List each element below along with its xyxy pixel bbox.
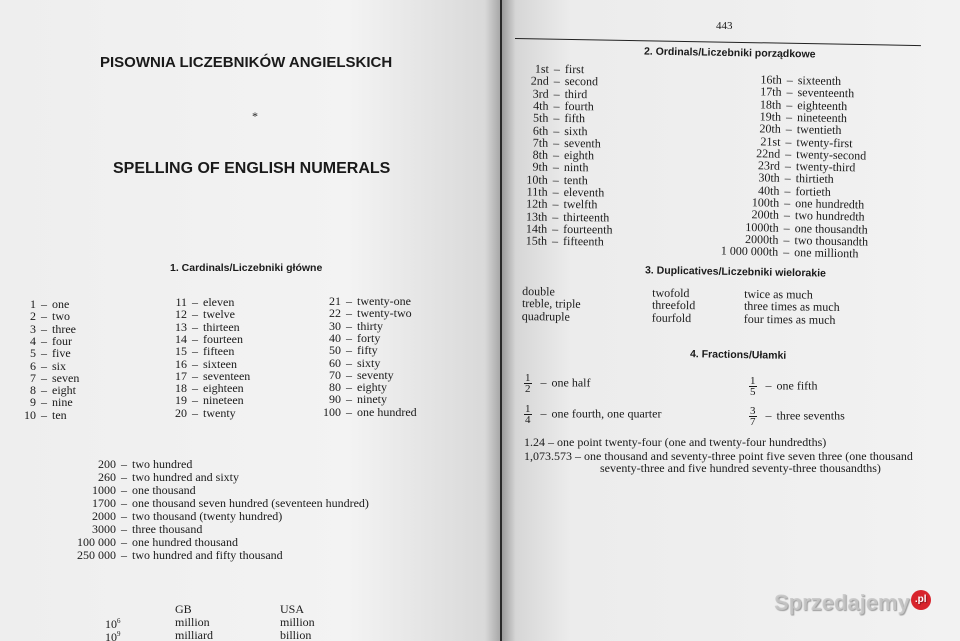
gb-column-header: GB: [175, 602, 192, 616]
word: one hundred: [357, 404, 417, 419]
numeral: 10: [24, 407, 36, 422]
dash: –: [192, 381, 198, 396]
numerator: 1: [525, 403, 531, 415]
cardinals-col1: [10, 298, 79, 421]
dash: –: [552, 234, 559, 249]
numeral: 13th: [525, 209, 548, 224]
cardinal-row: [10, 347, 79, 359]
numeral: 4th: [533, 98, 549, 113]
cardinal-row: [155, 357, 250, 369]
dash: –: [783, 220, 790, 235]
dash: –: [192, 344, 198, 359]
dash: –: [346, 392, 352, 407]
dash: –: [192, 295, 198, 310]
dash: –: [121, 522, 127, 536]
cardinal-row: [10, 409, 79, 421]
numeral: 100: [323, 404, 341, 419]
numeral: 1st: [534, 61, 549, 76]
numeral: 21st: [760, 133, 781, 149]
fraction: [749, 376, 757, 397]
ordinals-heading: 2. Ordinals/Liczebniki porządkowe: [643, 45, 816, 61]
fraction-sevenths: [749, 406, 845, 427]
word: one thousand seven hundred (seventeen hundred): [132, 496, 369, 510]
dash: –: [121, 509, 127, 523]
ordinals-col1: [513, 62, 614, 247]
usa-term: million: [280, 615, 315, 630]
word: eight: [52, 383, 76, 398]
word: one thousand: [132, 483, 196, 497]
dash: –: [786, 97, 793, 112]
word: twenty-third: [795, 159, 856, 175]
numeral: 19: [175, 393, 187, 408]
dash: –: [41, 321, 47, 336]
word: three thousand: [132, 522, 203, 536]
duplicative-b: threefold: [651, 297, 696, 313]
dash: –: [765, 408, 772, 423]
numeral: 23rd: [757, 158, 781, 173]
word: nine: [52, 395, 73, 410]
numeral: 19th: [759, 109, 782, 124]
numeral: 17: [175, 368, 187, 383]
dash: –: [192, 405, 198, 420]
numeral: 2: [30, 309, 36, 324]
word: forty: [357, 330, 381, 345]
cardinal-row: [155, 345, 250, 357]
ordinal-row: [514, 112, 613, 125]
numeral: 18th: [759, 96, 782, 112]
duplicative-a: quadruple: [521, 308, 570, 324]
cardinals-col3: [305, 295, 417, 418]
duplicative-row: [522, 310, 840, 326]
base: 10: [105, 629, 117, 641]
numeral: 7th: [532, 135, 549, 150]
word: seventy: [357, 367, 394, 382]
word: seventh: [564, 135, 601, 151]
dash: –: [552, 148, 560, 163]
dash: –: [41, 358, 47, 373]
numeral: 1 000 000th: [720, 243, 779, 259]
word: one: [52, 297, 70, 312]
word: twenty-second: [796, 146, 867, 163]
watermark-text: Sprzedajemy: [774, 590, 910, 615]
cardinal-row: [155, 394, 250, 406]
dash: –: [553, 98, 560, 113]
numeral: 70: [329, 367, 341, 382]
exponent: 9: [117, 629, 121, 638]
dash: –: [346, 330, 352, 345]
numeral: 16: [175, 356, 187, 371]
word: fifty: [357, 343, 378, 358]
dash: –: [346, 318, 352, 333]
duplicative-b: twofold: [652, 285, 690, 301]
dash: –: [783, 232, 790, 247]
numeral: 14: [175, 331, 187, 346]
numeral: 2000th: [744, 231, 779, 247]
dash: –: [41, 297, 47, 312]
numeral: 18: [175, 381, 187, 396]
duplicative-c: four times as much: [743, 311, 836, 327]
numeral: 1000: [92, 483, 116, 497]
numeral: 4: [30, 333, 36, 348]
dash: –: [41, 333, 47, 348]
fraction: [749, 406, 757, 427]
numeral: 8th: [532, 147, 549, 162]
watermark-badge: .pl: [911, 590, 931, 610]
numeral: 3rd: [532, 86, 549, 101]
cardinal-row: [305, 344, 417, 356]
dash: –: [121, 483, 127, 497]
dash: –: [553, 111, 560, 126]
numeral: 6: [30, 358, 36, 373]
duplicatives-heading: 3. Duplicatives/Liczebniki wielorakie: [644, 264, 826, 280]
dash: –: [783, 245, 790, 260]
word: twelfth: [563, 197, 598, 212]
numeral: 40: [329, 330, 341, 345]
decimal-example-2-line2: seventy-three and five hundred seventy-three thousandths): [600, 461, 881, 475]
dash: –: [553, 61, 560, 77]
fraction: [524, 404, 532, 425]
word: six: [52, 358, 67, 373]
fraction: [524, 373, 532, 394]
dash: –: [192, 368, 198, 383]
usa-column-header: USA: [280, 602, 305, 616]
numeral: 100 000: [77, 535, 116, 549]
word: fourth: [564, 98, 594, 114]
dash: –: [41, 407, 47, 422]
word: two hundred and sixty: [132, 470, 239, 484]
numeral: 250 000: [77, 548, 116, 562]
dash: –: [540, 406, 547, 421]
word: seventeen: [203, 368, 251, 383]
fraction-quarter: [524, 404, 661, 425]
numeral: 2nd: [530, 73, 549, 89]
dash: –: [552, 197, 559, 212]
dash: –: [552, 160, 559, 175]
word: twenty-one: [357, 294, 411, 309]
word: one fifth: [776, 378, 818, 393]
dash: –: [785, 134, 792, 149]
numeral: 200: [98, 457, 116, 471]
large-number-row: [60, 549, 369, 562]
large-numbers: [60, 458, 369, 562]
dash: –: [41, 370, 47, 385]
numeral: 9: [30, 395, 36, 410]
dash: –: [41, 395, 47, 410]
numeral: 5: [30, 346, 36, 361]
word: twenty: [203, 405, 236, 420]
dash: –: [786, 85, 793, 100]
numeral: 10th: [526, 172, 548, 187]
numeral: 260: [98, 470, 116, 484]
numerator: 3: [750, 405, 756, 417]
word: three: [52, 321, 76, 336]
dash: –: [121, 457, 127, 471]
numeral: 15th: [525, 233, 548, 249]
word: sixth: [564, 123, 588, 138]
numeral: 50: [329, 343, 341, 358]
numeral: 16th: [760, 72, 782, 87]
word: thirteenth: [563, 209, 610, 225]
cardinal-row: [155, 407, 250, 419]
cardinal-row: [10, 310, 79, 322]
dash: –: [346, 306, 352, 321]
denominator: 2: [525, 383, 531, 395]
denominator: 4: [525, 414, 531, 426]
ordinal-row: [710, 244, 868, 260]
numeral: 9th: [532, 160, 548, 175]
right-page: [502, 0, 960, 641]
gb-term: million: [175, 615, 210, 630]
numeral: 14th: [525, 221, 548, 236]
word: twelve: [203, 307, 235, 322]
ordinal-row: [513, 235, 612, 248]
dash: –: [121, 470, 127, 484]
usa-term: billion: [280, 628, 312, 641]
cardinal-row: [155, 308, 250, 320]
numeral: 13: [175, 319, 187, 334]
dash: –: [41, 346, 47, 361]
word: sixty: [357, 355, 381, 370]
word: two thousandth: [794, 232, 869, 249]
numerator: 1: [750, 375, 756, 387]
word: one fourth, one quarter: [551, 406, 662, 421]
dash: –: [121, 496, 127, 510]
word: two hundred and fifty thousand: [132, 548, 283, 562]
word: two thousand (twenty hundred): [132, 509, 283, 523]
word: ninth: [563, 160, 589, 175]
decimal-example-1: 1.24 – one point twenty-four (one and twenty-four hundredths): [524, 435, 827, 449]
word: seven: [52, 370, 80, 385]
word: fifteen: [203, 344, 235, 359]
word: sixteenth: [797, 73, 842, 89]
dash: –: [192, 356, 198, 371]
duplicative-c: three times as much: [743, 299, 840, 315]
word: two: [52, 309, 70, 324]
word: twenty-two: [357, 306, 412, 321]
word: eighth: [563, 148, 595, 163]
word: four: [52, 333, 72, 348]
word: twentieth: [796, 122, 842, 138]
word: fortieth: [795, 183, 831, 199]
gb-usa-table: [105, 616, 315, 641]
numeral: 22nd: [756, 146, 781, 161]
word: tenth: [563, 172, 588, 187]
dash: –: [765, 378, 772, 393]
word: eleventh: [563, 185, 605, 200]
word: one hundred thousand: [132, 535, 238, 549]
power-of-ten: [105, 628, 175, 641]
numeral: 22: [329, 306, 341, 321]
word: three sevenths: [776, 408, 845, 423]
dash: –: [346, 343, 352, 358]
word: one half: [551, 375, 591, 390]
numeral: 11: [175, 295, 187, 310]
numeral: 1700: [92, 496, 116, 510]
title-english: SPELLING OF ENGLISH NUMERALS: [113, 160, 391, 177]
word: third: [564, 86, 588, 101]
dash: –: [553, 123, 560, 138]
word: eighteenth: [797, 97, 848, 113]
dash: –: [192, 319, 198, 334]
cardinal-row: [305, 406, 417, 418]
dash: –: [784, 159, 792, 174]
duplicative-c: twice as much: [744, 286, 813, 302]
cardinal-row: [305, 393, 417, 405]
word: twenty-first: [796, 134, 853, 150]
word: ninety: [357, 392, 387, 407]
word: ten: [52, 407, 67, 422]
numeral: 6th: [532, 123, 549, 138]
dash: –: [192, 331, 198, 346]
duplicative-a: treble, triple: [521, 296, 581, 312]
dash: –: [552, 209, 559, 224]
word: fourteenth: [563, 221, 613, 237]
gb-term: milliard: [175, 628, 213, 641]
denominator: 7: [750, 416, 756, 428]
numeral: 60: [329, 355, 341, 370]
fraction-fifth: [749, 376, 818, 397]
numeral: 100th: [751, 195, 780, 210]
word: one thousandth: [794, 220, 868, 237]
duplicative-b: fourfold: [651, 310, 692, 325]
numeral: 3: [30, 321, 36, 336]
duplicative-a: double: [522, 284, 555, 299]
numeral: 80: [329, 380, 341, 395]
dash: –: [346, 294, 352, 309]
fractions-heading: 4. Fractions/Ułamki: [689, 348, 787, 362]
word: two hundredth: [794, 208, 865, 224]
word: eleven: [203, 295, 235, 310]
base: 10: [105, 616, 117, 631]
dash: –: [553, 74, 560, 89]
word: eighty: [357, 380, 387, 395]
dash: –: [553, 86, 560, 101]
word: seventeenth: [797, 85, 855, 101]
word: fifteenth: [563, 234, 604, 249]
numeral: 15: [175, 344, 187, 359]
numeral: 20: [175, 405, 187, 420]
word: thirty: [357, 318, 383, 333]
watermark: [774, 590, 931, 616]
denominator: 5: [750, 386, 756, 398]
word: one hundredth: [795, 196, 865, 212]
decimal-example-2-line1: 1,073.573 – one thousand and seventy-three point five seven three (one thousand: [524, 449, 913, 463]
dash: –: [121, 548, 127, 562]
numeral: 7: [30, 370, 36, 385]
numerator: 1: [525, 372, 531, 384]
word: one millionth: [794, 245, 859, 261]
dash: –: [785, 146, 792, 161]
numeral: 30: [329, 318, 341, 333]
word: eighteen: [203, 381, 244, 396]
word: two hundred: [132, 457, 193, 471]
gb-usa-row: [105, 629, 315, 641]
cardinal-row: [305, 356, 417, 368]
numeral: 1: [30, 297, 36, 312]
dash: –: [192, 393, 198, 408]
word: nineteen: [203, 393, 244, 408]
dash: –: [346, 355, 352, 370]
dash: –: [121, 535, 127, 549]
dash: –: [786, 72, 793, 88]
asterisk: *: [252, 109, 258, 123]
dash: –: [552, 184, 559, 199]
dash: –: [784, 171, 791, 186]
dash: –: [552, 221, 559, 236]
ordinals-col2: [710, 72, 872, 260]
dash: –: [784, 195, 791, 211]
dash: –: [346, 404, 352, 419]
word: five: [52, 346, 71, 361]
numeral: 90: [329, 392, 341, 407]
fraction-half: [524, 373, 590, 394]
word: sixteen: [203, 356, 237, 371]
duplicatives-table: [522, 285, 840, 326]
numeral: 200th: [751, 207, 780, 223]
dash: –: [552, 172, 559, 187]
dash: –: [41, 383, 47, 398]
word: nineteenth: [796, 110, 848, 126]
cardinal-row: [10, 396, 79, 408]
title-polish: PISOWNIA LICZEBNIKÓW ANGIELSKICH: [100, 54, 393, 71]
numeral: 5th: [532, 110, 549, 126]
dash: –: [785, 109, 793, 124]
word: thirtieth: [795, 171, 834, 187]
cardinal-row: [305, 307, 417, 319]
numeral: 40th: [758, 183, 780, 198]
cardinal-row: [10, 359, 79, 371]
word: second: [564, 74, 599, 89]
numeral: 17th: [760, 84, 782, 100]
dash: –: [346, 380, 352, 395]
word: fourteen: [203, 331, 243, 346]
numeral: 8: [30, 383, 36, 398]
word: thirteen: [203, 319, 240, 334]
numeral: 20th: [759, 121, 781, 137]
exponent: 6: [117, 616, 121, 625]
cardinals-heading: 1. Cardinals/Liczebniki główne: [170, 262, 323, 274]
numeral: 11th: [526, 184, 548, 199]
dash: –: [553, 135, 560, 150]
numeral: 3000: [92, 522, 116, 536]
dash: –: [784, 183, 791, 198]
word: fifth: [564, 111, 586, 126]
dash: –: [41, 309, 47, 324]
dash: –: [783, 208, 791, 223]
numeral: 21: [329, 294, 341, 309]
numeral: 12th: [526, 196, 548, 212]
dash: –: [540, 375, 547, 390]
dash: –: [785, 122, 792, 137]
word: first: [564, 62, 585, 77]
dash: –: [346, 367, 352, 382]
cardinals-col2: [155, 296, 250, 419]
numeral: 2000: [92, 509, 116, 523]
page-number: 443: [716, 20, 733, 32]
numeral: 30th: [758, 170, 780, 186]
dash: –: [192, 307, 198, 322]
numeral: 1000th: [745, 219, 779, 235]
numeral: 12: [175, 307, 187, 322]
